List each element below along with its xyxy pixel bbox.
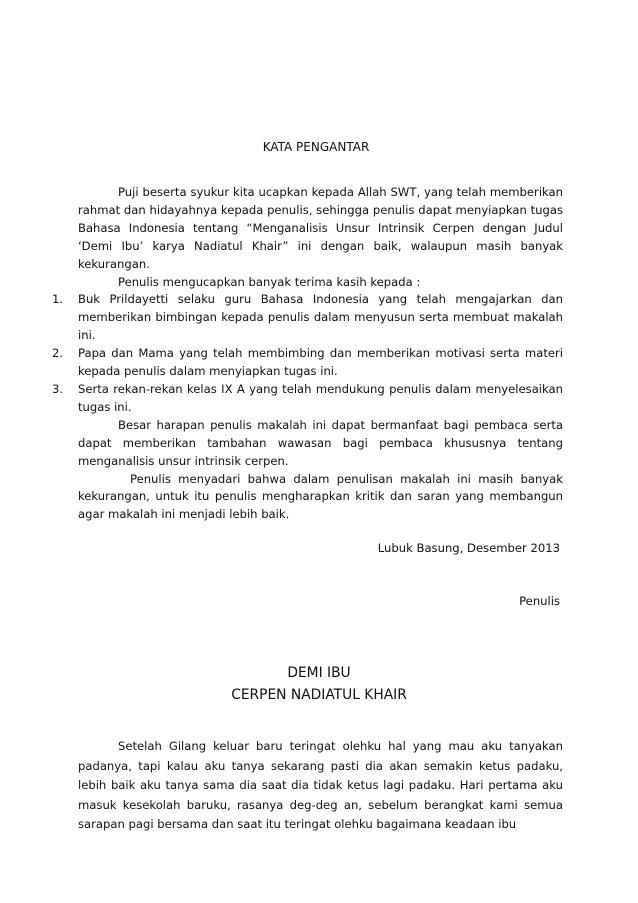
preface-paragraph-3: Besar harapan penulis makalah ini dapat bermanfaat bagi pembaca serta dapat memberikan tambahan wawasan bagi pembaca khususnya tentang menganalisis unsur intrinsik cerpen. [78,417,563,468]
list-item-number: 2. [52,346,64,361]
list-item [52,345,563,381]
preface-paragraph-1: Puji beserta syukur kita ucapkan kepada Allah SWT, yang telah memberikan rahmat dan hidayahnya kepada penulis, sehingga penulis dapat menyiapkan tugas Bahasa Indonesia tentang “Menganalisis Unsur Intrinsik Cerpen dengan Judul ‘Demi Ibu’ karya Nadiatul Khair” ini dengan baik, walaupun masih banyak kekurangan. [78,185,563,271]
thanks-list [52,291,563,416]
list-item-number: 3. [52,381,64,396]
list-item [52,291,563,345]
preface-paragraph-2: Penulis mengucapkan banyak terima kasih kepada : [118,274,421,289]
story-paragraph-1: Setelah Gilang keluar baru teringat olehku hal yang mau aku tanyakan padanya, tapi kalau aku tanya sekarang pasti dia akan semakin ketus padaku, lebih baik aku tanya sama dia saat dia tidak ketus lagi padaku. Hari pertama aku masuk kesekolah baruku, rasanya deg-deg an, sebelum berangkat kami semua sarapan pagi bersama dan saat itu teringat olehku bagaimana keadaan ibu [78,739,563,831]
author-signature: Penulis [519,594,560,608]
story-body [78,737,563,835]
preface-title: KATA PENGANTAR [262,140,370,154]
preface-body [52,184,563,524]
place-date: Lubuk Basung, Desember 2013 [377,541,560,555]
list-item-number: 1. [52,292,64,307]
preface-paragraph-4: Penulis menyadari bahwa dalam penulisan makalah ini masih banyak kekurangan, untuk itu penulis mengharapkan kritik dan saran yang membangun agar makalah ini menjadi lebih baik. [78,471,563,522]
story-title: DEMI IBU [287,665,351,681]
list-item-text: Buk Prildayetti selaku guru Bahasa Indonesia yang telah mengajarkan dan memberikan bimbingan kepada penulis dalam menyusun serta membuat makalah ini. [78,292,563,343]
list-item-text: Serta rekan-rekan kelas IX A yang telah mendukung penulis dalam menyelesaikan tugas ini. [78,381,563,414]
story-subtitle: CERPEN NADIATUL KHAIR [231,687,407,703]
list-item-text: Papa dan Mama yang telah membimbing dan memberikan motivasi serta materi kepada penulis dalam menyiapkan tugas ini. [78,346,563,379]
list-item [52,381,563,417]
